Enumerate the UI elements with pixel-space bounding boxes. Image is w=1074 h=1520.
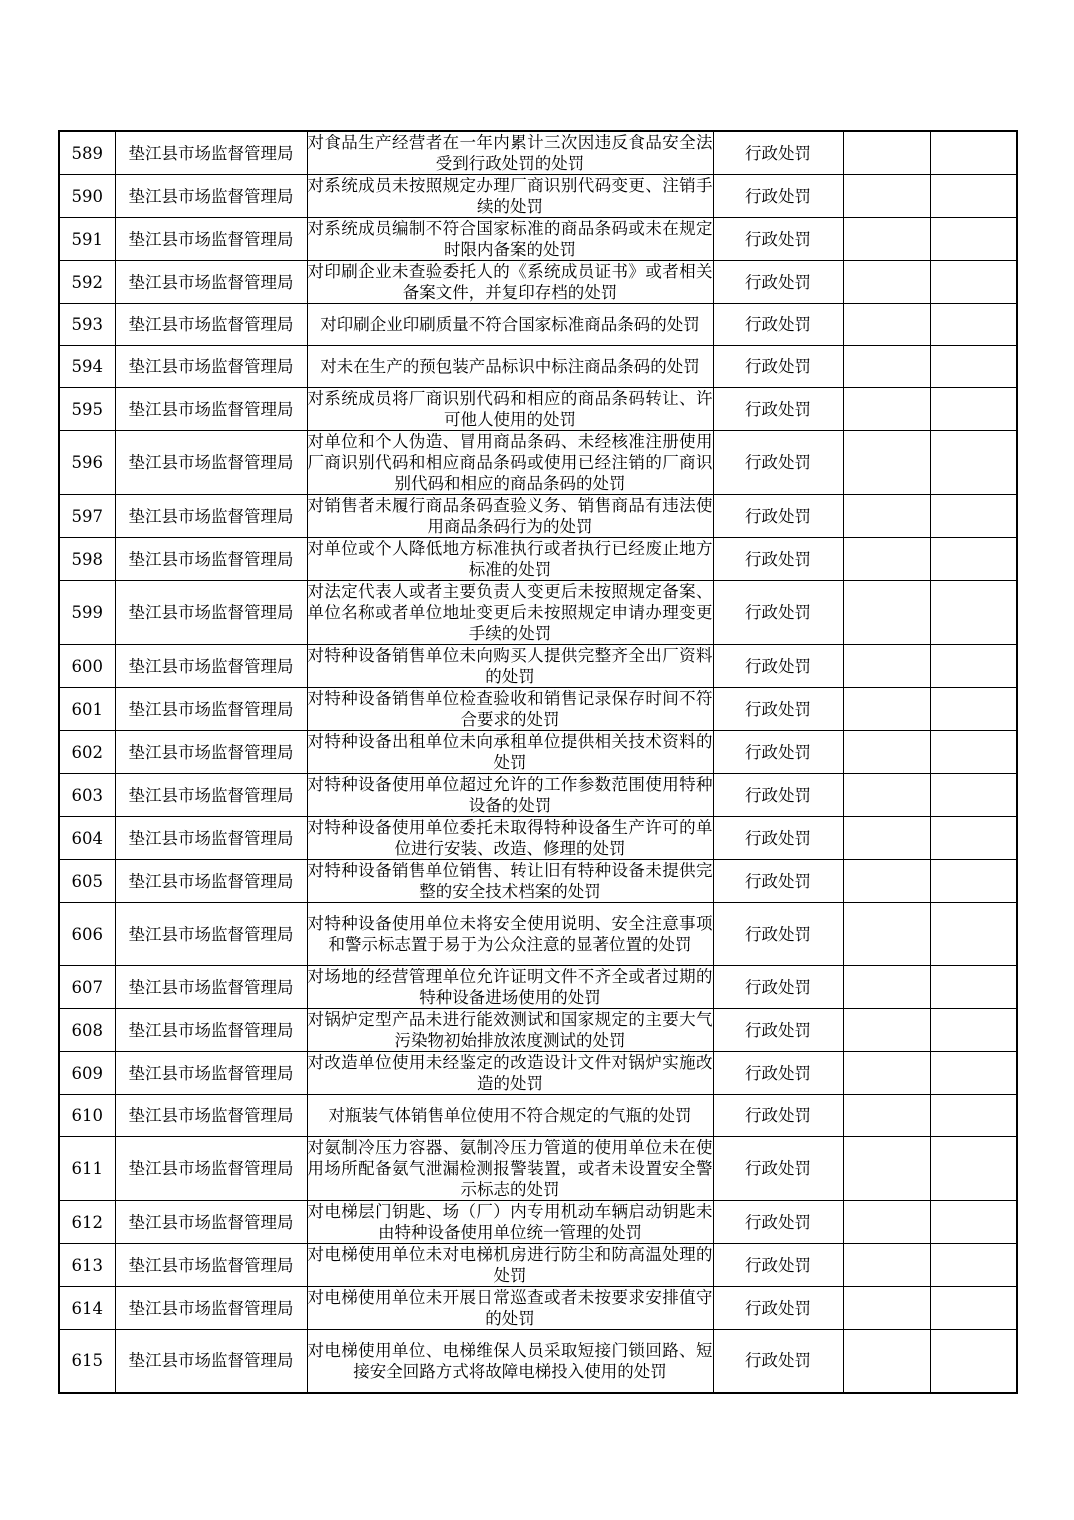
blank-cell [843,261,930,304]
department-cell [115,1201,307,1244]
type-cell [713,645,843,688]
department-cell-text: 垫江县市场监督管理局 [128,1106,294,1125]
table-row [59,688,1017,731]
row-number-text: 611 [71,1159,103,1178]
row-number [59,1287,115,1330]
department-cell-text: 垫江县市场监督管理局 [128,1159,294,1178]
department-cell-text: 垫江县市场监督管理局 [128,871,294,891]
department-cell [115,1330,307,1393]
blank-cell [930,304,1017,346]
item-cell-text: 对法定代表人或者主要负责人变更后未按照规定备案、单位名称或者单位地址变更后未按照规定申请办理变更手续的处罚 [307,582,713,643]
blank-cell [843,1137,930,1201]
department-cell-text: 垫江县市场监督管理局 [128,1212,294,1232]
row-number-text: 598 [71,549,103,569]
blank-cell [930,1137,1017,1201]
department-cell-text: 垫江县市场监督管理局 [128,186,294,206]
department-cell [115,860,307,903]
department-cell-text: 垫江县市场监督管理局 [128,399,294,419]
blank-cell [843,1009,930,1052]
type-cell [713,966,843,1009]
item-cell [307,1137,713,1201]
row-number-text: 599 [71,603,103,622]
item-cell-text: 对改造单位使用未经鉴定的改造设计文件对锅炉实施改造的处罚 [307,1053,713,1093]
department-cell [115,131,307,175]
department-cell [115,1009,307,1052]
blank-cell [843,1287,930,1330]
department-cell-text: 垫江县市场监督管理局 [128,828,294,848]
row-number [59,645,115,688]
blank-cell [930,346,1017,388]
row-number [59,261,115,304]
table-row [59,903,1017,966]
table-row [59,817,1017,860]
row-number-text: 594 [71,357,103,376]
department-cell-text: 垫江县市场监督管理局 [128,656,294,676]
department-cell [115,1137,307,1201]
item-cell [307,346,713,388]
row-number [59,688,115,731]
blank-cell [930,1287,1017,1330]
item-cell [307,731,713,774]
row-number [59,388,115,431]
type-cell [713,218,843,261]
item-cell [307,1287,713,1330]
department-cell [115,495,307,538]
row-number [59,131,115,175]
item-cell [307,774,713,817]
department-cell-text: 垫江县市场监督管理局 [128,315,294,334]
table-body [59,131,1017,1393]
type-cell-text: 行政处罚 [745,656,811,676]
type-cell [713,1330,843,1393]
item-cell-text: 对电梯使用单位未对电梯机房进行防尘和防高温处理的处罚 [307,1245,713,1285]
row-number [59,346,115,388]
type-cell-text: 行政处罚 [745,506,811,526]
type-cell-text: 行政处罚 [745,229,811,249]
row-number [59,1330,115,1393]
item-cell [307,261,713,304]
department-cell-text: 垫江县市场监督管理局 [128,785,294,805]
type-cell-text: 行政处罚 [745,1351,811,1371]
department-cell-text: 垫江县市场监督管理局 [128,699,294,719]
row-number-text: 610 [71,1106,103,1125]
department-cell [115,645,307,688]
department-cell-text: 垫江县市场监督管理局 [128,924,294,944]
type-cell [713,1287,843,1330]
type-cell-text: 行政处罚 [745,272,811,292]
item-cell-text: 对印刷企业印刷质量不符合国家标准商品条码的处罚 [320,315,700,334]
item-cell-text: 对系统成员编制不符合国家标准的商品条码或未在规定时限内备案的处罚 [307,219,713,259]
department-cell-text: 垫江县市场监督管理局 [128,143,294,163]
type-cell-text: 行政处罚 [745,1063,811,1083]
type-cell-text: 行政处罚 [745,828,811,848]
department-cell-text: 垫江县市场监督管理局 [128,1063,294,1083]
item-cell [307,688,713,731]
type-cell [713,688,843,731]
item-cell [307,581,713,645]
blank-cell [930,688,1017,731]
type-cell-text: 行政处罚 [745,453,811,472]
department-cell-text: 垫江县市场监督管理局 [128,1351,294,1371]
blank-cell [843,817,930,860]
row-number [59,1201,115,1244]
item-cell [307,817,713,860]
type-cell-text: 行政处罚 [745,315,811,334]
type-cell [713,388,843,431]
table-row [59,774,1017,817]
type-cell [713,1201,843,1244]
blank-cell [930,860,1017,903]
row-number-text: 609 [71,1063,103,1083]
department-cell-text: 垫江县市场监督管理局 [128,506,294,526]
table-row [59,388,1017,431]
blank-cell [930,903,1017,966]
item-cell-text: 对特种设备使用单位委托未取得特种设备生产许可的单位进行安装、改造、修理的处罚 [307,818,713,858]
type-cell [713,175,843,218]
type-cell [713,581,843,645]
blank-cell [930,1330,1017,1393]
item-cell-text: 对电梯使用单位未开展日常巡查或者未按要求安排值守的处罚 [307,1288,713,1328]
type-cell [713,817,843,860]
table-row [59,1244,1017,1287]
department-cell [115,218,307,261]
blank-cell [930,218,1017,261]
department-cell [115,175,307,218]
blank-cell [930,1009,1017,1052]
blank-cell [843,1330,930,1393]
type-cell-text: 行政处罚 [745,1212,811,1232]
row-number [59,495,115,538]
table-row [59,1201,1017,1244]
department-cell [115,388,307,431]
department-cell [115,817,307,860]
blank-cell [930,495,1017,538]
blank-cell [930,431,1017,495]
item-cell [307,1201,713,1244]
item-cell-text: 对场地的经营管理单位允许证明文件不齐全或者过期的特种设备进场使用的处罚 [307,967,713,1007]
item-cell [307,175,713,218]
table-row [59,581,1017,645]
blank-cell [843,495,930,538]
blank-cell [930,538,1017,581]
row-number [59,538,115,581]
row-number-text: 607 [71,977,103,997]
item-cell-text: 对氨制冷压力容器、氨制冷压力管道的使用单位未在使用场所配备氨气泄漏检测报警装置，或者未设置安全警示标志的处罚 [307,1138,713,1199]
row-number [59,860,115,903]
table-row [59,1137,1017,1201]
table-row [59,175,1017,218]
item-cell-text: 对特种设备销售单位检查验收和销售记录保存时间不符合要求的处罚 [307,689,713,729]
item-cell [307,1244,713,1287]
item-cell-text: 对未在生产的预包装产品标识中标注商品条码的处罚 [320,357,700,376]
type-cell-text: 行政处罚 [745,549,811,569]
type-cell-text: 行政处罚 [745,186,811,206]
type-cell-text: 行政处罚 [745,1298,811,1318]
row-number-text: 591 [71,229,103,249]
row-number-text: 592 [71,272,103,292]
table-row [59,131,1017,175]
blank-cell [930,175,1017,218]
table-row [59,1095,1017,1137]
type-cell [713,1137,843,1201]
row-number-text: 615 [71,1351,103,1371]
row-number [59,304,115,346]
table-row [59,304,1017,346]
type-cell-text: 行政处罚 [745,1159,811,1178]
department-cell [115,688,307,731]
table-row [59,1009,1017,1052]
blank-cell [843,1052,930,1095]
type-cell-text: 行政处罚 [745,603,811,622]
blank-cell [930,261,1017,304]
row-number-text: 602 [71,742,103,762]
blank-cell [930,1095,1017,1137]
row-number [59,903,115,966]
row-number [59,817,115,860]
department-cell [115,261,307,304]
blank-cell [843,431,930,495]
item-table [58,130,1018,1394]
department-cell-text: 垫江县市场监督管理局 [128,1020,294,1040]
department-cell [115,966,307,1009]
item-cell [307,431,713,495]
row-number [59,774,115,817]
type-cell [713,538,843,581]
item-cell-text: 对单位或个人降低地方标准执行或者执行已经废止地方标准的处罚 [307,539,713,579]
table-row [59,1287,1017,1330]
type-cell-text: 行政处罚 [745,785,811,805]
table-row [59,261,1017,304]
row-number-text: 613 [71,1255,103,1275]
item-cell-text: 对销售者未履行商品条码查验义务、销售商品有违法使用商品条码行为的处罚 [307,496,713,536]
blank-cell [930,131,1017,175]
item-cell [307,1009,713,1052]
item-cell-text: 对单位和个人伪造、冒用商品条码、未经核准注册使用厂商识别代码和相应商品条码或使用已经注销的厂商识别代码和相应的商品条码的处罚 [307,432,713,493]
blank-cell [843,1201,930,1244]
row-number-text: 593 [71,315,103,334]
table-row [59,346,1017,388]
type-cell [713,131,843,175]
table-row [59,1052,1017,1095]
blank-cell [843,304,930,346]
blank-cell [843,538,930,581]
row-number-text: 608 [71,1020,103,1040]
blank-cell [930,774,1017,817]
item-cell [307,645,713,688]
type-cell [713,903,843,966]
blank-cell [930,1201,1017,1244]
department-cell [115,581,307,645]
type-cell [713,774,843,817]
row-number [59,731,115,774]
item-cell-text: 对电梯层门钥匙、场（厂）内专用机动车辆启动钥匙未由特种设备使用单位统一管理的处罚 [307,1202,713,1242]
department-cell-text: 垫江县市场监督管理局 [128,229,294,249]
item-cell-text: 对特种设备销售单位销售、转让旧有特种设备未提供完整的安全技术档案的处罚 [307,861,713,901]
row-number [59,175,115,218]
blank-cell [843,581,930,645]
type-cell-text: 行政处罚 [745,399,811,419]
type-cell-text: 行政处罚 [745,1020,811,1040]
row-number [59,1052,115,1095]
row-number [59,581,115,645]
department-cell-text: 垫江县市场监督管理局 [128,1298,294,1318]
blank-cell [930,1244,1017,1287]
type-cell-text: 行政处罚 [745,924,811,944]
item-cell-text: 对系统成员将厂商识别代码和相应的商品条码转让、许可他人使用的处罚 [307,389,713,429]
department-cell-text: 垫江县市场监督管理局 [128,1255,294,1275]
row-number-text: 601 [71,699,103,719]
item-cell [307,495,713,538]
table-row [59,645,1017,688]
row-number-text: 595 [71,399,103,419]
type-cell-text: 行政处罚 [745,871,811,891]
item-cell-text: 对系统成员未按照规定办理厂商识别代码变更、注销手续的处罚 [307,176,713,216]
row-number [59,431,115,495]
department-cell-text: 垫江县市场监督管理局 [128,272,294,292]
item-cell-text: 对印刷企业未查验委托人的《系统成员证书》或者相关备案文件，并复印存档的处罚 [307,262,713,302]
blank-cell [843,1244,930,1287]
item-cell-text: 对食品生产经营者在一年内累计三次因违反食品安全法受到行政处罚的处罚 [307,133,713,173]
type-cell [713,304,843,346]
item-cell-text: 对特种设备使用单位超过允许的工作参数范围使用特种设备的处罚 [307,775,713,815]
department-cell-text: 垫江县市场监督管理局 [128,603,294,622]
type-cell [713,731,843,774]
department-cell [115,731,307,774]
row-number [59,1095,115,1137]
blank-cell [930,388,1017,431]
blank-cell [843,131,930,175]
type-cell [713,261,843,304]
department-cell [115,903,307,966]
item-cell [307,860,713,903]
type-cell [713,346,843,388]
type-cell [713,1009,843,1052]
blank-cell [843,645,930,688]
blank-cell [930,581,1017,645]
department-cell [115,431,307,495]
row-number [59,1009,115,1052]
row-number-text: 589 [71,143,103,163]
department-cell [115,538,307,581]
row-number [59,1137,115,1201]
type-cell [713,495,843,538]
type-cell [713,1244,843,1287]
table-row [59,495,1017,538]
item-cell [307,966,713,1009]
row-number-text: 604 [71,828,103,848]
type-cell [713,431,843,495]
row-number-text: 597 [71,506,103,526]
department-cell-text: 垫江县市场监督管理局 [128,549,294,569]
type-cell-text: 行政处罚 [745,1255,811,1275]
row-number [59,966,115,1009]
table-row [59,1330,1017,1393]
type-cell [713,1052,843,1095]
row-number-text: 612 [71,1212,103,1232]
row-number-text: 596 [71,453,103,472]
blank-cell [843,860,930,903]
row-number [59,1244,115,1287]
type-cell-text: 行政处罚 [745,699,811,719]
type-cell-text: 行政处罚 [745,977,811,997]
item-cell [307,388,713,431]
department-cell-text: 垫江县市场监督管理局 [128,977,294,997]
department-cell [115,1287,307,1330]
type-cell-text: 行政处罚 [745,1106,811,1125]
blank-cell [930,817,1017,860]
department-cell [115,774,307,817]
blank-cell [930,966,1017,1009]
blank-cell [930,731,1017,774]
row-number-text: 606 [71,924,103,944]
row-number-text: 614 [71,1298,103,1318]
table-row [59,966,1017,1009]
blank-cell [843,688,930,731]
blank-cell [843,1095,930,1137]
blank-cell [843,346,930,388]
item-cell [307,538,713,581]
department-cell-text: 垫江县市场监督管理局 [128,742,294,762]
blank-cell [930,645,1017,688]
blank-cell [843,388,930,431]
item-cell [307,304,713,346]
type-cell-text: 行政处罚 [745,742,811,762]
row-number-text: 590 [71,186,103,206]
type-cell [713,1095,843,1137]
table-row [59,731,1017,774]
table-row [59,218,1017,261]
blank-cell [843,966,930,1009]
department-cell [115,346,307,388]
row-number [59,218,115,261]
table-row [59,538,1017,581]
department-cell-text: 垫江县市场监督管理局 [128,453,294,472]
blank-cell [843,175,930,218]
table-row [59,431,1017,495]
item-cell [307,903,713,966]
item-cell [307,218,713,261]
row-number-text: 605 [71,871,103,891]
department-cell [115,1052,307,1095]
department-cell [115,1244,307,1287]
item-cell [307,131,713,175]
type-cell [713,860,843,903]
department-cell [115,1095,307,1137]
item-cell [307,1095,713,1137]
blank-cell [843,731,930,774]
item-cell-text: 对特种设备出租单位未向承租单位提供相关技术资料的处罚 [307,732,713,772]
item-cell-text: 对瓶装气体销售单位使用不符合规定的气瓶的处罚 [328,1106,692,1125]
blank-cell [843,218,930,261]
blank-cell [930,1052,1017,1095]
item-cell [307,1330,713,1393]
type-cell-text: 行政处罚 [745,143,811,163]
blank-cell [843,903,930,966]
row-number-text: 603 [71,785,103,805]
item-cell-text: 对电梯使用单位、电梯维保人员采取短接门锁回路、短接安全回路方式将故障电梯投入使用的处罚 [307,1340,713,1381]
item-cell [307,1052,713,1095]
department-cell-text: 垫江县市场监督管理局 [128,357,294,376]
blank-cell [843,774,930,817]
item-cell-text: 对特种设备使用单位未将安全使用说明、安全注意事项和警示标志置于易于为公众注意的显著位置的处罚 [307,914,713,954]
item-cell-text: 对特种设备销售单位未向购买人提供完整齐全出厂资料的处罚 [307,646,713,686]
table-row [59,860,1017,903]
row-number-text: 600 [71,656,103,676]
department-cell [115,304,307,346]
type-cell-text: 行政处罚 [745,357,811,376]
item-cell-text: 对锅炉定型产品未进行能效测试和国家规定的主要大气污染物初始排放浓度测试的处罚 [307,1010,713,1050]
